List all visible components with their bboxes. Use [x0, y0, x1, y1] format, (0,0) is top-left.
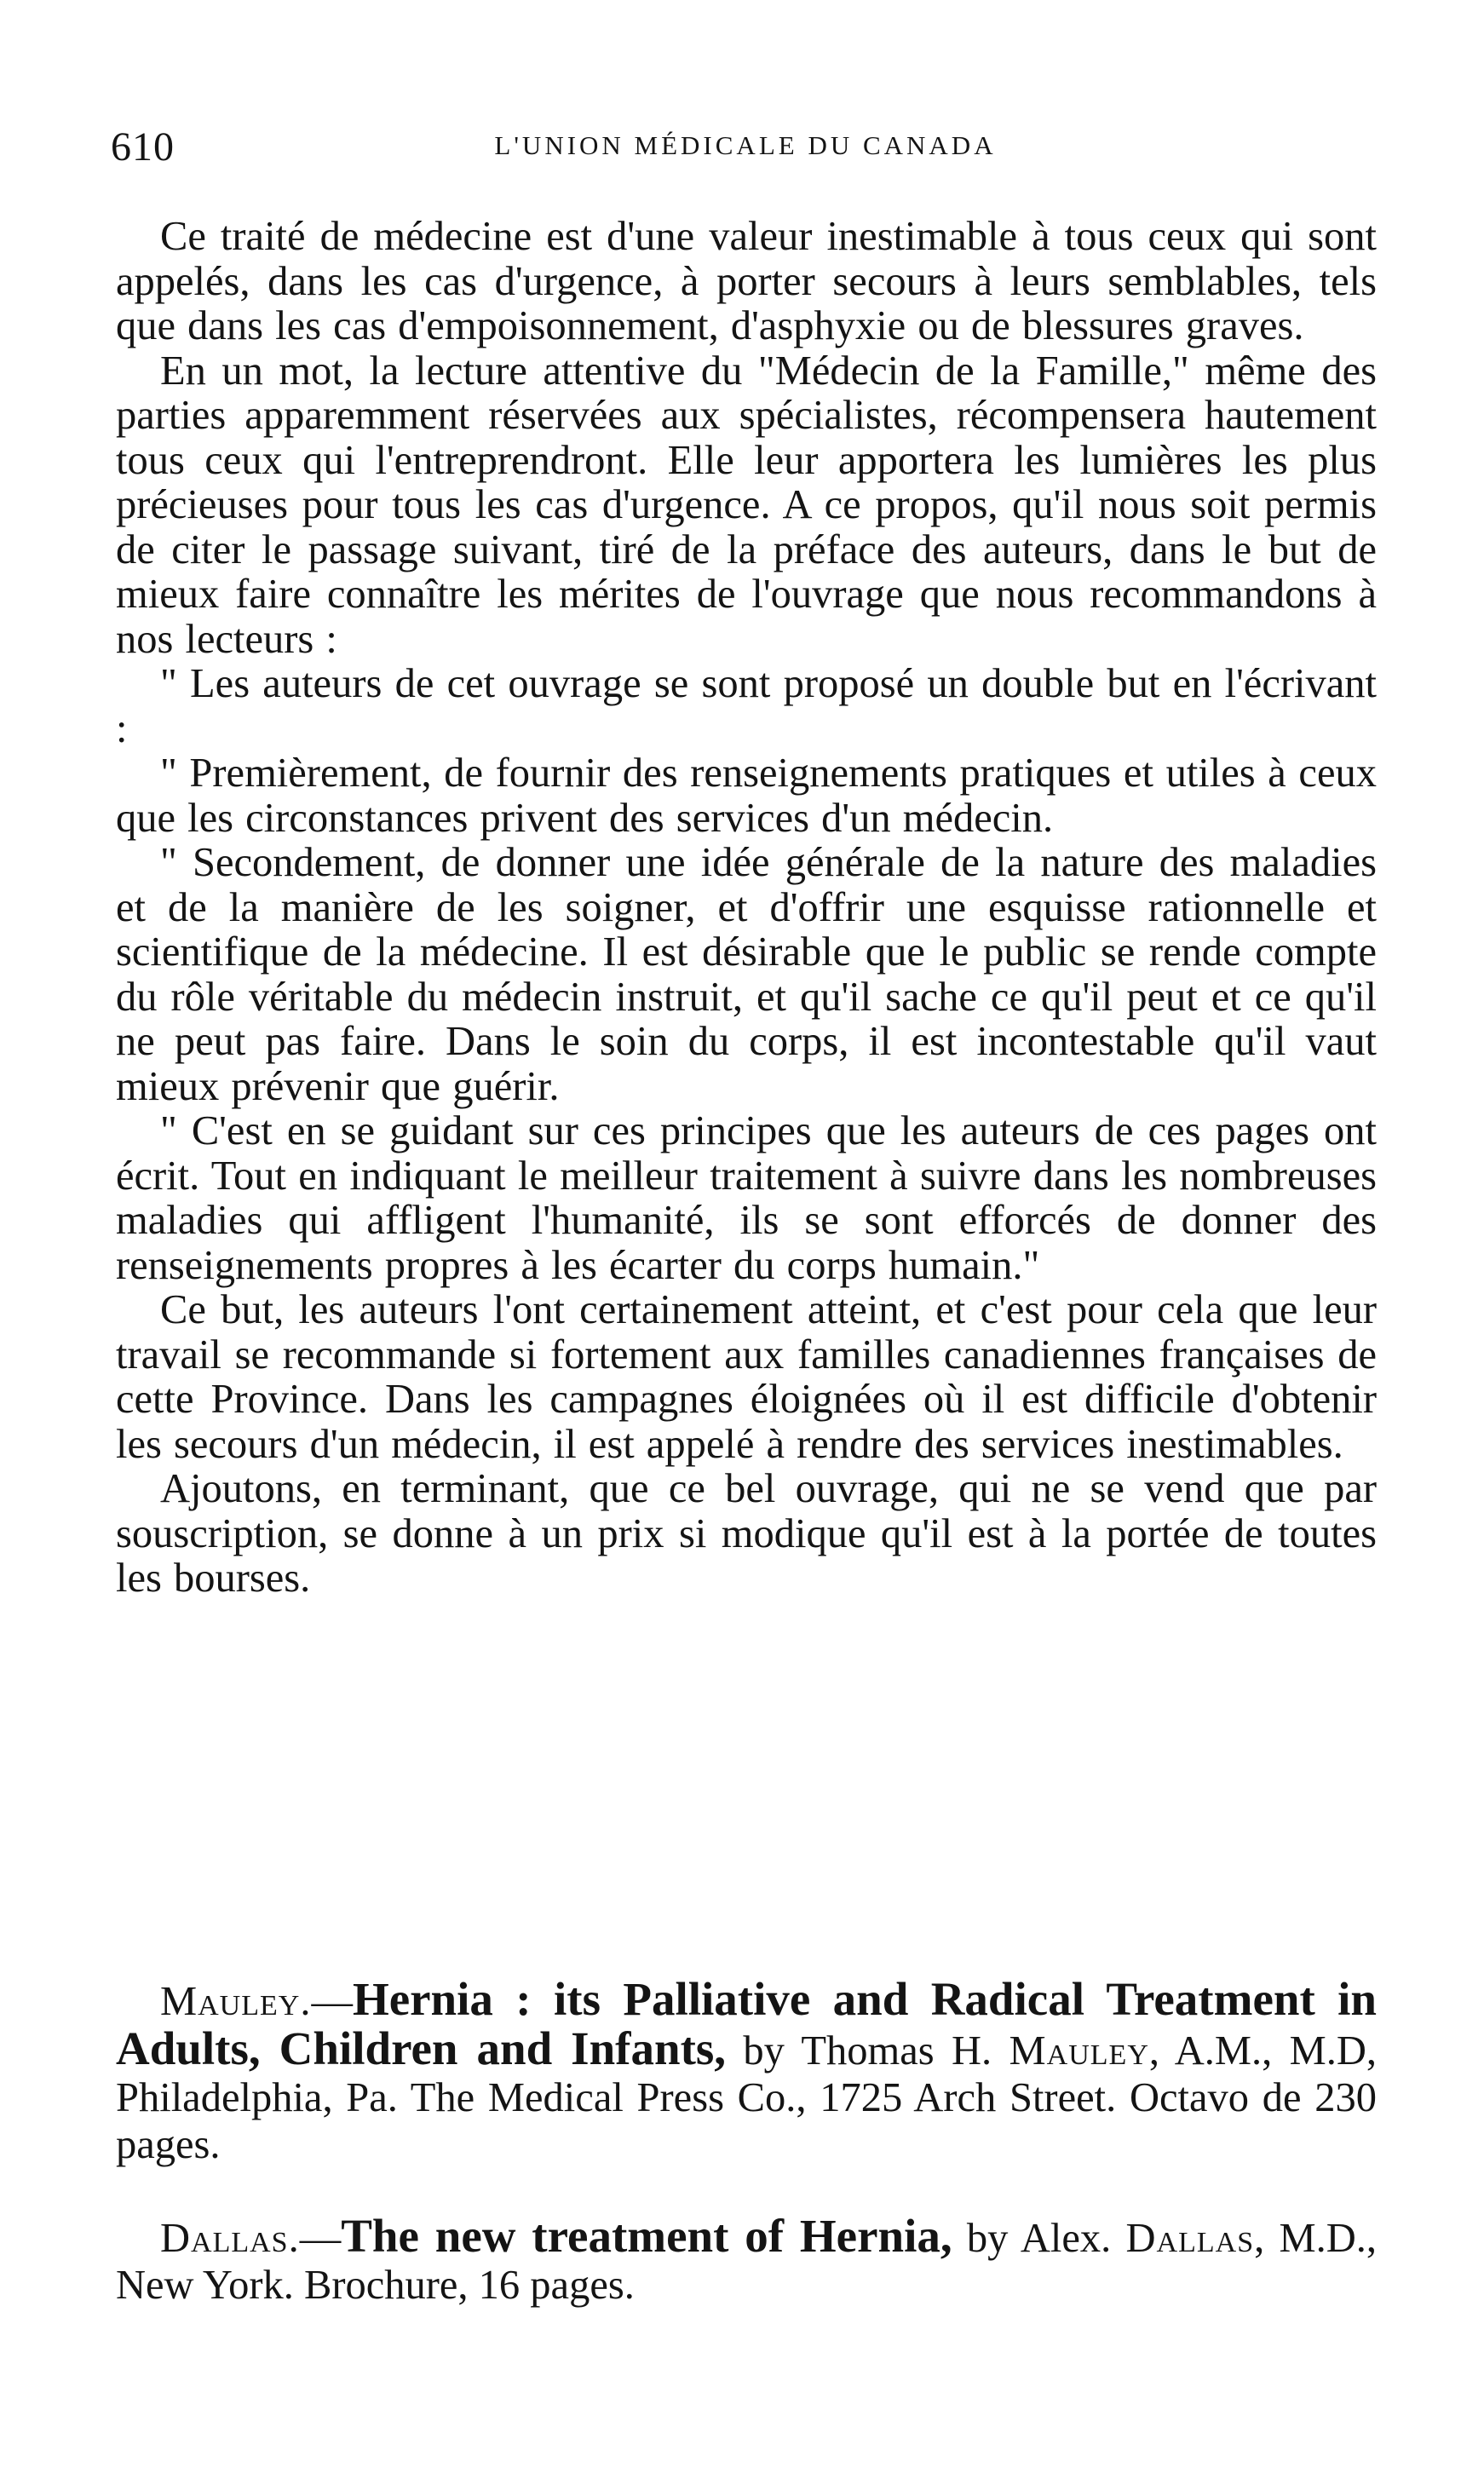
- review-author: Dallas.: [160, 2215, 300, 2261]
- paragraph-5: " Secondement, de donner une idée générale de la nature des maladies et de la manière de les soigner, et d'offrir une esquisse rationnelle et scientifique de la médecine. Il est désirable que le public se rende compte du rôle véritable du médecin instruit, et qu'il sache ce qu'il peut et ce qu'il ne peut pas faire. Dans le soin du corps, il est incontestable qu'il vaut mieux prévenir que guérir.: [116, 840, 1377, 1109]
- paragraph-7: Ce but, les auteurs l'ont certainement atteint, et c'est pour cela que leur travail se recommande si fortement aux familles canadiennes françaises de cette Province. Dans les campagnes éloignées où il est difficile d'obtenir les secours d'un médecin, il est appelé à rendre des services inestimables.: [116, 1287, 1377, 1467]
- review-book-title: The new treatment of Hernia,: [341, 2209, 952, 2262]
- paragraph-2: En un mot, la lecture attentive du "Médecin de la Famille," même des parties apparemment réservées aux spécialistes, récompensera hautement tous ceux qui l'entreprendront. Elle leur apportera les lumières les plus précieuses pour tous les cas d'urgence. A ce propos, qu'il nous soit permis de citer le passage suivant, tiré de la préface des auteurs, dans le but de mieux faire connaître les mérites de l'ouvrage que nous recommandons à nos lecteurs :: [116, 348, 1377, 662]
- paragraph-6: " C'est en se guidant sur ces principes que les auteurs de ces pages ont écrit. Tout en indiquant le meilleur traitement à suivre dans les nombreuses maladies qui affligent l'humanité, ils se sont efforcés de donner des renseignements propres à les écarter du corps humain.": [116, 1108, 1377, 1288]
- running-title: L'UNION MÉDICALE DU CANADA: [494, 130, 997, 160]
- review-by: by Thomas H.: [726, 2027, 1009, 2074]
- paragraph-1: Ce traité de médecine est d'une valeur inestimable à tous ceux qui sont appelés, dans les cas d'urgence, à porter secours à leurs semblables, tels que dans les cas d'empoisonnement, d'asphyxie ou de blessures graves.: [116, 214, 1377, 348]
- review-by-name: Mauley: [1009, 2027, 1149, 2074]
- review-details: , M.D., New York. Brochure, 16 pages.: [116, 2215, 1377, 2308]
- review-dash: —: [299, 2215, 342, 2261]
- page-header: [111, 124, 1380, 175]
- paragraph-8: Ajoutons, en terminant, que ce bel ouvrage, qui ne se vend que par souscription, se donne à un prix si modique qu'il est à la portée de toutes les bourses.: [116, 1466, 1377, 1601]
- review-author: Mauley.: [160, 1978, 312, 2024]
- page-number: 610: [111, 124, 175, 170]
- article-body: [116, 215, 1377, 1602]
- review-dash: —: [311, 1978, 353, 2024]
- review-by-name: Dallas: [1125, 2215, 1255, 2261]
- book-review-mauley: [116, 1972, 1377, 2168]
- review-book-title: Hernia : its Palliative and Radical Treatment in Adults, Children and Infants,: [116, 1972, 1377, 2074]
- paragraph-4: " Premièrement, de fournir des renseignements pratiques et utiles à ceux que les circonstances privent des services d'un médecin.: [116, 751, 1377, 841]
- review-details: , A.M., M.D, Philadelphia, Pa. The Medical Press Co., 1725 Arch Street. Octavo de 230 pages.: [116, 2027, 1377, 2167]
- book-review-dallas: [116, 2209, 1377, 2309]
- review-by: by Alex.: [952, 2215, 1126, 2261]
- paragraph-3: " Les auteurs de cet ouvrage se sont proposé un double but en l'écrivant :: [116, 661, 1377, 751]
